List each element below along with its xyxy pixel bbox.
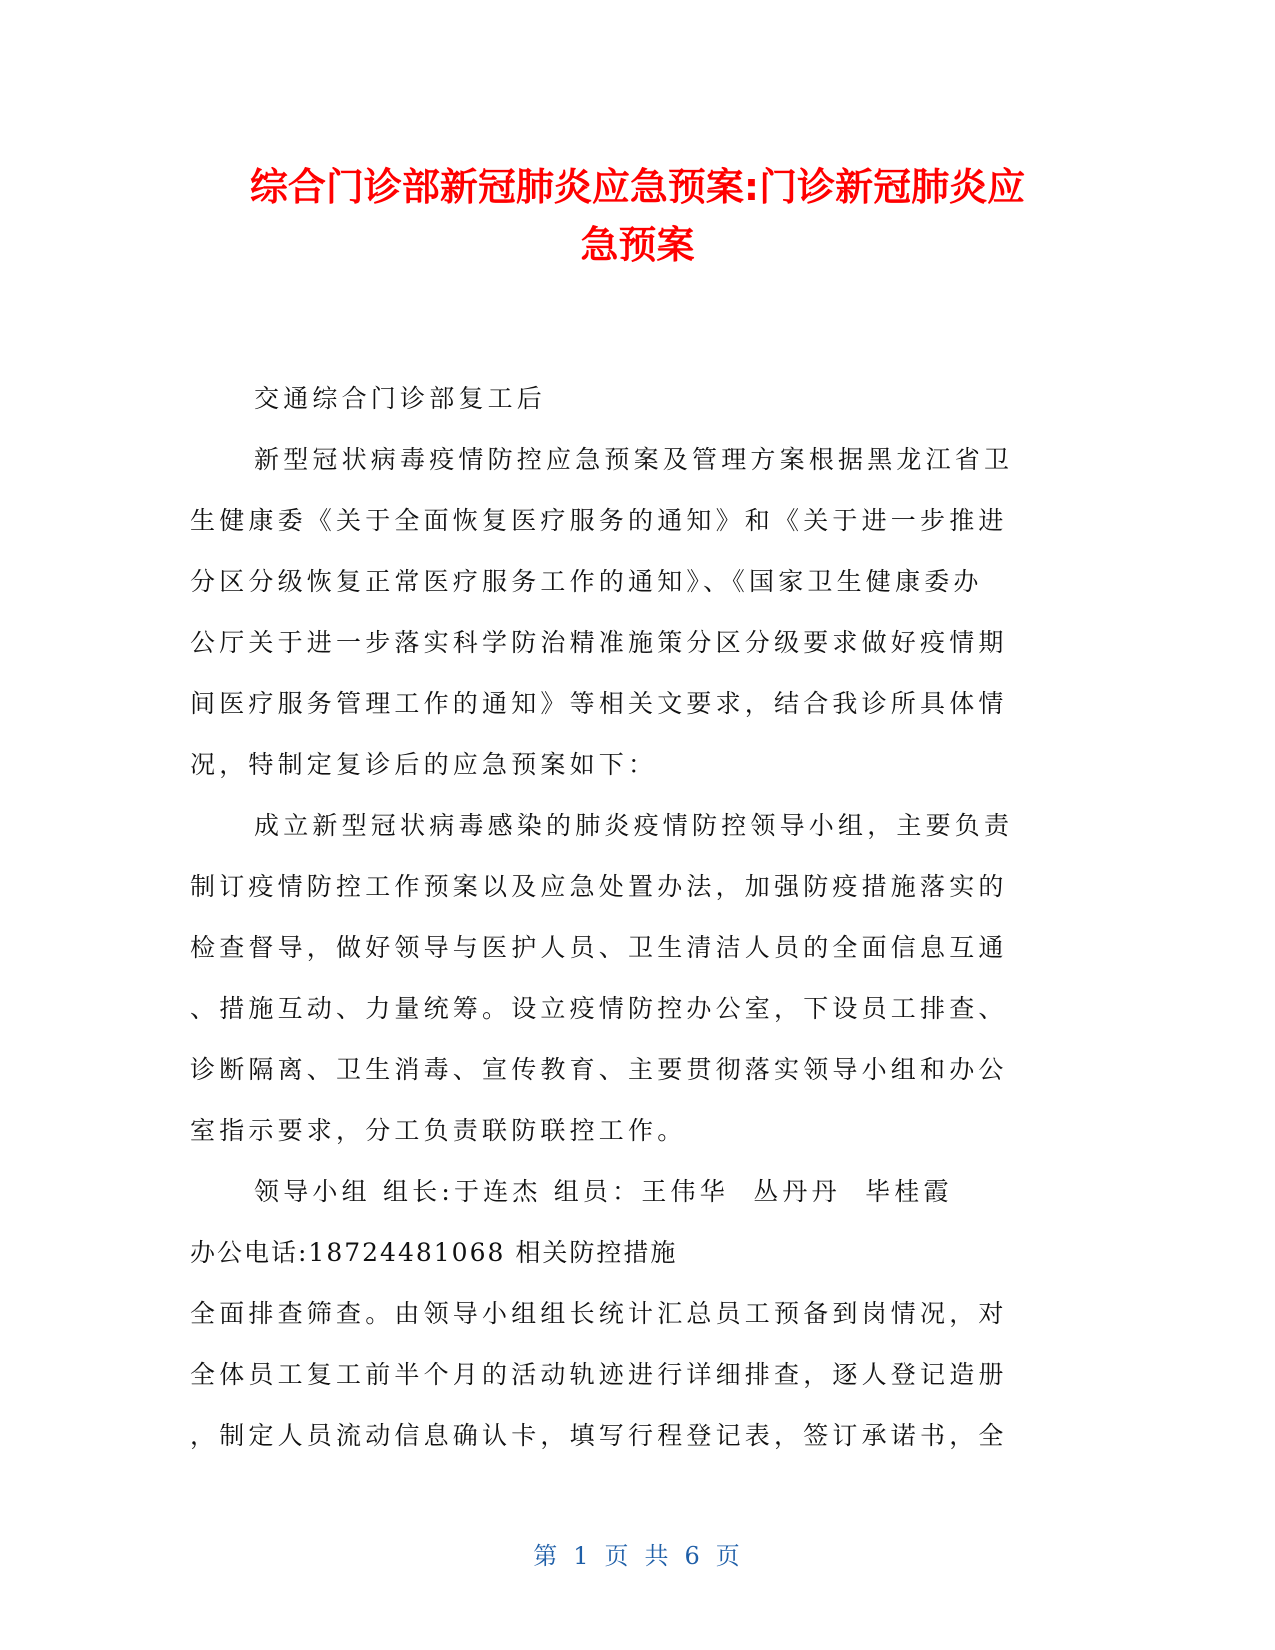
footer-page-label: 页 <box>604 1542 631 1570</box>
body-line: 间医疗服务管理工作的通知》等相关文要求，结合我诊所具体情 <box>190 689 1008 718</box>
body-line: 全面排查筛查。由领导小组组长统计汇总员工预备到岗情况，对 <box>190 1299 1008 1328</box>
body-line: ，制定人员流动信息确认卡，填写行程登记表，签订承诺书，全 <box>190 1421 1008 1450</box>
title-line-1: 综合门诊部新冠肺炎应急预案:门诊新冠肺炎应 <box>249 165 1026 209</box>
document-body <box>190 368 1078 1466</box>
body-line: 、措施互动、力量统筹。设立疫情防控办公室，下设员工排查、 <box>190 994 1008 1023</box>
body-line: 检查督导，做好领导与医护人员、卫生清洁人员的全面信息互通 <box>190 933 1008 962</box>
body-line: 成立新型冠状病毒感染的肺炎疫情防控领导小组，主要负责 <box>254 811 1014 840</box>
footer-total-label: 共 <box>644 1542 671 1570</box>
body-line: 新型冠状病毒疫情防控应急预案及管理方案根据黑龙江省卫 <box>254 445 1014 474</box>
footer-prefix: 第 <box>533 1542 560 1570</box>
body-line: 分区分级恢复正常医疗服务工作的通知》、《国家卫生健康委办 <box>190 567 983 596</box>
body-line: 况，特制定复诊后的应急预案如下： <box>190 750 658 779</box>
body-line: 领导小组 组长:于连杰 组员：王伟华 丛丹丹 毕桂霞 <box>254 1177 953 1206</box>
document-title <box>150 158 1125 274</box>
body-line: 室指示要求，分工负责联防联控工作。 <box>190 1116 687 1145</box>
footer-current-page: 1 <box>573 1542 591 1570</box>
body-line: 制订疫情防控工作预案以及应急处置办法，加强防疫措施落实的 <box>190 872 1008 901</box>
page-footer <box>0 1536 1275 1571</box>
body-line: 公厅关于进一步落实科学防治精准施策分区分级要求做好疫情期 <box>190 628 1008 657</box>
body-line: 全体员工复工前半个月的活动轨迹进行详细排查，逐人登记造册 <box>190 1360 1008 1389</box>
body-line: 办公电话:18724481068 相关防控措施 <box>190 1238 678 1267</box>
title-line-2: 急预案 <box>580 223 695 267</box>
footer-total-pages: 6 <box>684 1542 702 1570</box>
body-line: 生健康委《关于全面恢复医疗服务的通知》和《关于进一步推进 <box>190 506 1008 535</box>
body-line: 诊断隔离、卫生消毒、宣传教育、主要贯彻落实领导小组和办公 <box>190 1055 1008 1084</box>
footer-suffix: 页 <box>715 1542 742 1570</box>
body-line: 交通综合门诊部复工后 <box>254 384 547 413</box>
